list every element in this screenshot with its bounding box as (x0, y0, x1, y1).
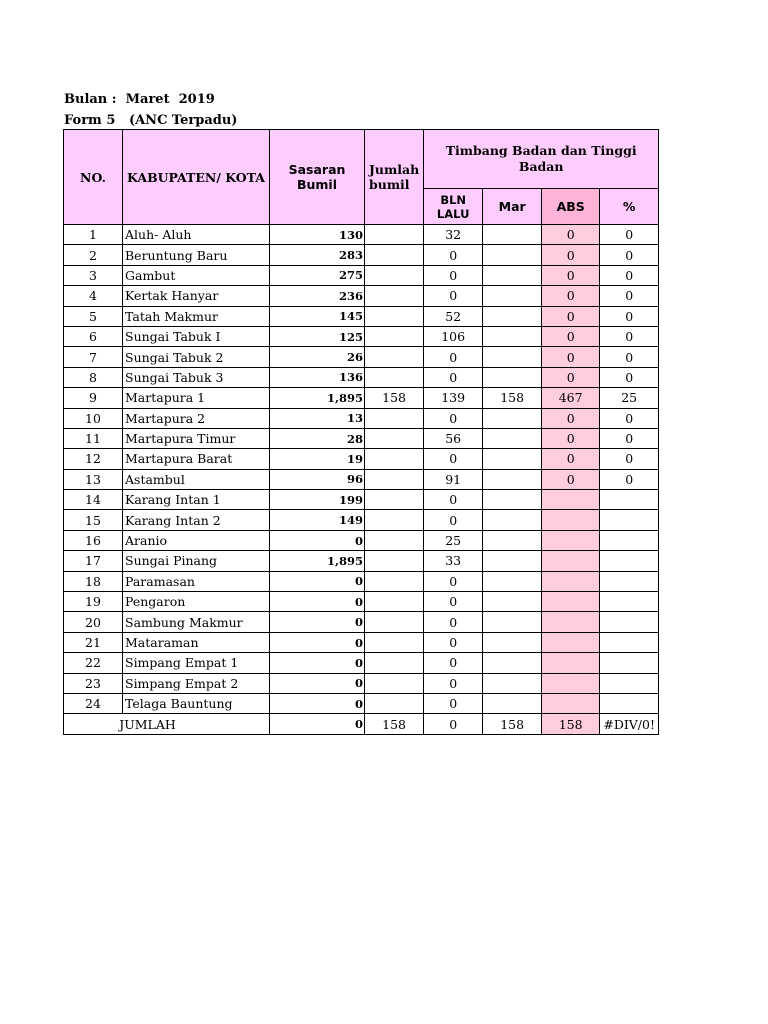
row-bln-lalu: 0 (424, 632, 483, 652)
row-mar (483, 367, 542, 387)
row-mar (483, 571, 542, 591)
row-pct: 0 (600, 245, 659, 265)
row-abs (542, 490, 600, 510)
row-abs (542, 612, 600, 632)
row-pct: 0 (600, 367, 659, 387)
row-mar (483, 510, 542, 530)
row-no: 23 (64, 673, 123, 693)
row-sasaran: 96 (270, 469, 365, 489)
col-header-sasaran: Sasaran Bumil (270, 130, 365, 225)
row-jumlah (365, 286, 424, 306)
row-kabupaten: Sambung Makmur (123, 612, 270, 632)
row-pct (600, 530, 659, 550)
row-bln-lalu: 52 (424, 306, 483, 326)
row-kabupaten: Martapura Timur (123, 428, 270, 448)
form-title: Form 5 (ANC Terpadu) (64, 113, 238, 128)
row-kabupaten: Beruntung Baru (123, 245, 270, 265)
row-jumlah (365, 490, 424, 510)
row-abs (542, 632, 600, 652)
row-pct: 0 (600, 225, 659, 245)
row-kabupaten: Mataraman (123, 632, 270, 652)
row-jumlah (365, 306, 424, 326)
row-pct: 0 (600, 408, 659, 428)
row-mar (483, 551, 542, 571)
row-bln-lalu: 0 (424, 286, 483, 306)
row-bln-lalu: 33 (424, 551, 483, 571)
row-abs (542, 673, 600, 693)
row-bln-lalu: 0 (424, 510, 483, 530)
row-mar: 158 (483, 388, 542, 408)
row-no: 13 (64, 469, 123, 489)
row-mar (483, 306, 542, 326)
row-sasaran: 0 (270, 612, 365, 632)
row-bln-lalu: 106 (424, 326, 483, 346)
row-mar (483, 428, 542, 448)
row-no: 17 (64, 551, 123, 571)
row-bln-lalu: 0 (424, 367, 483, 387)
row-jumlah (365, 449, 424, 469)
table-row (64, 388, 659, 408)
row-bln-lalu: 0 (424, 245, 483, 265)
row-abs: 0 (542, 326, 600, 346)
table-row (64, 551, 659, 571)
row-mar (483, 449, 542, 469)
table-row (64, 428, 659, 448)
total-pct: #DIV/0! (600, 714, 659, 734)
row-kabupaten: Simpang Empat 2 (123, 673, 270, 693)
table-row (64, 632, 659, 652)
table-row (64, 245, 659, 265)
row-no: 14 (64, 490, 123, 510)
row-bln-lalu: 0 (424, 653, 483, 673)
row-abs: 0 (542, 265, 600, 285)
row-mar (483, 632, 542, 652)
row-pct (600, 653, 659, 673)
table-row (64, 653, 659, 673)
row-jumlah (365, 632, 424, 652)
row-sasaran: 1,895 (270, 551, 365, 571)
row-sasaran: 28 (270, 428, 365, 448)
col-header-kabupaten: KABUPATEN/ KOTA (123, 130, 270, 225)
table-row (64, 693, 659, 713)
row-no: 10 (64, 408, 123, 428)
table-row (64, 347, 659, 367)
row-sasaran: 0 (270, 592, 365, 612)
row-mar (483, 653, 542, 673)
row-bln-lalu: 0 (424, 673, 483, 693)
row-jumlah (365, 693, 424, 713)
row-pct: 0 (600, 265, 659, 285)
row-sasaran: 0 (270, 653, 365, 673)
col-header-jumlah: Jumlah bumil (365, 130, 424, 225)
row-abs: 0 (542, 225, 600, 245)
row-abs: 0 (542, 449, 600, 469)
row-jumlah (365, 367, 424, 387)
row-abs: 0 (542, 408, 600, 428)
row-sasaran: 0 (270, 632, 365, 652)
row-bln-lalu: 0 (424, 693, 483, 713)
row-no: 20 (64, 612, 123, 632)
row-sasaran: 13 (270, 408, 365, 428)
row-jumlah (365, 673, 424, 693)
row-pct (600, 571, 659, 591)
row-jumlah (365, 225, 424, 245)
table-row (64, 673, 659, 693)
table-body (64, 225, 659, 735)
row-bln-lalu: 0 (424, 571, 483, 591)
row-kabupaten: Karang Intan 1 (123, 490, 270, 510)
row-jumlah (365, 326, 424, 346)
row-pct: 0 (600, 306, 659, 326)
row-sasaran: 0 (270, 571, 365, 591)
row-bln-lalu: 0 (424, 265, 483, 285)
col-header-pct: % (600, 189, 659, 225)
row-jumlah (365, 347, 424, 367)
total-jumlah: 158 (365, 714, 424, 734)
row-mar (483, 326, 542, 346)
row-mar (483, 225, 542, 245)
row-no: 7 (64, 347, 123, 367)
row-jumlah (365, 408, 424, 428)
table-row (64, 571, 659, 591)
row-abs: 0 (542, 286, 600, 306)
row-sasaran: 136 (270, 367, 365, 387)
row-kabupaten: Martapura 2 (123, 408, 270, 428)
row-bln-lalu: 0 (424, 347, 483, 367)
col-header-mar: Mar (483, 189, 542, 225)
row-pct (600, 632, 659, 652)
table-row (64, 592, 659, 612)
row-kabupaten: Paramasan (123, 571, 270, 591)
row-mar (483, 612, 542, 632)
row-jumlah (365, 551, 424, 571)
row-jumlah (365, 428, 424, 448)
table-row (64, 306, 659, 326)
row-pct (600, 612, 659, 632)
row-kabupaten: Sungai Pinang (123, 551, 270, 571)
row-pct: 0 (600, 326, 659, 346)
row-sasaran: 236 (270, 286, 365, 306)
row-mar (483, 673, 542, 693)
row-abs (542, 592, 600, 612)
row-sasaran: 145 (270, 306, 365, 326)
row-jumlah (365, 469, 424, 489)
row-abs: 0 (542, 306, 600, 326)
row-jumlah: 158 (365, 388, 424, 408)
row-mar (483, 286, 542, 306)
table-row (64, 367, 659, 387)
row-sasaran: 0 (270, 673, 365, 693)
col-header-abs: ABS (542, 189, 600, 225)
row-no: 19 (64, 592, 123, 612)
row-no: 5 (64, 306, 123, 326)
row-pct (600, 490, 659, 510)
row-no: 9 (64, 388, 123, 408)
table-row (64, 286, 659, 306)
row-abs (542, 530, 600, 550)
table-row (64, 326, 659, 346)
row-jumlah (365, 571, 424, 591)
row-no: 18 (64, 571, 123, 591)
table-row (64, 612, 659, 632)
row-abs (542, 571, 600, 591)
table-row (64, 490, 659, 510)
row-no: 12 (64, 449, 123, 469)
row-kabupaten: Aluh- Aluh (123, 225, 270, 245)
col-header-no: NO. (64, 130, 123, 225)
total-mar: 158 (483, 714, 542, 734)
row-jumlah (365, 612, 424, 632)
row-kabupaten: Martapura Barat (123, 449, 270, 469)
row-sasaran: 0 (270, 530, 365, 550)
row-abs: 0 (542, 428, 600, 448)
row-jumlah (365, 592, 424, 612)
row-sasaran: 26 (270, 347, 365, 367)
row-pct: 0 (600, 347, 659, 367)
row-abs (542, 551, 600, 571)
row-sasaran: 275 (270, 265, 365, 285)
row-kabupaten: Telaga Bauntung (123, 693, 270, 713)
row-sasaran: 125 (270, 326, 365, 346)
row-mar (483, 469, 542, 489)
row-no: 3 (64, 265, 123, 285)
row-jumlah (365, 245, 424, 265)
row-kabupaten: Gambut (123, 265, 270, 285)
row-kabupaten: Aranio (123, 530, 270, 550)
row-abs: 0 (542, 469, 600, 489)
row-kabupaten: Martapura 1 (123, 388, 270, 408)
row-pct (600, 693, 659, 713)
table-row (64, 510, 659, 530)
row-kabupaten: Kertak Hanyar (123, 286, 270, 306)
row-abs (542, 653, 600, 673)
row-no: 1 (64, 225, 123, 245)
table-row (64, 469, 659, 489)
row-mar (483, 408, 542, 428)
row-jumlah (365, 530, 424, 550)
row-no: 24 (64, 693, 123, 713)
row-bln-lalu: 32 (424, 225, 483, 245)
row-pct: 0 (600, 286, 659, 306)
row-sasaran: 19 (270, 449, 365, 469)
row-bln-lalu: 0 (424, 612, 483, 632)
total-abs: 158 (542, 714, 600, 734)
row-no: 16 (64, 530, 123, 550)
row-mar (483, 265, 542, 285)
row-jumlah (365, 265, 424, 285)
row-pct (600, 592, 659, 612)
row-bln-lalu: 0 (424, 408, 483, 428)
row-mar (483, 693, 542, 713)
row-pct: 0 (600, 449, 659, 469)
col-header-bln-lalu: BLN LALU (424, 189, 483, 225)
row-mar (483, 592, 542, 612)
table-row (64, 449, 659, 469)
row-abs (542, 693, 600, 713)
row-mar (483, 245, 542, 265)
row-bln-lalu: 91 (424, 469, 483, 489)
row-kabupaten: Sungai Tabuk I (123, 326, 270, 346)
row-no: 15 (64, 510, 123, 530)
row-sasaran: 1,895 (270, 388, 365, 408)
row-no: 6 (64, 326, 123, 346)
row-pct: 25 (600, 388, 659, 408)
row-abs: 0 (542, 367, 600, 387)
row-bln-lalu: 0 (424, 449, 483, 469)
table-row (64, 225, 659, 245)
col-header-timbang: Timbang Badan dan Tinggi Badan (424, 130, 659, 189)
row-kabupaten: Sungai Tabuk 3 (123, 367, 270, 387)
total-bln-lalu: 0 (424, 714, 483, 734)
row-no: 11 (64, 428, 123, 448)
total-sasaran: 0 (270, 714, 365, 734)
row-no: 22 (64, 653, 123, 673)
row-no: 2 (64, 245, 123, 265)
row-kabupaten: Simpang Empat 1 (123, 653, 270, 673)
row-jumlah (365, 653, 424, 673)
table-row (64, 265, 659, 285)
row-sasaran: 199 (270, 490, 365, 510)
row-kabupaten: Karang Intan 2 (123, 510, 270, 530)
row-abs: 0 (542, 245, 600, 265)
row-mar (483, 530, 542, 550)
row-sasaran: 130 (270, 225, 365, 245)
row-pct (600, 673, 659, 693)
row-sasaran: 149 (270, 510, 365, 530)
row-no: 21 (64, 632, 123, 652)
row-no: 4 (64, 286, 123, 306)
total-label: JUMLAH (64, 714, 270, 734)
row-pct (600, 551, 659, 571)
table-row (64, 530, 659, 550)
row-jumlah (365, 510, 424, 530)
row-abs: 467 (542, 388, 600, 408)
row-sasaran: 283 (270, 245, 365, 265)
row-pct (600, 510, 659, 530)
row-kabupaten: Tatah Makmur (123, 306, 270, 326)
row-kabupaten: Astambul (123, 469, 270, 489)
row-bln-lalu: 25 (424, 530, 483, 550)
row-bln-lalu: 56 (424, 428, 483, 448)
row-sasaran: 0 (270, 693, 365, 713)
total-row (64, 714, 659, 734)
row-bln-lalu: 0 (424, 592, 483, 612)
row-pct: 0 (600, 469, 659, 489)
row-bln-lalu: 0 (424, 490, 483, 510)
anc-table (63, 129, 659, 735)
row-kabupaten: Sungai Tabuk 2 (123, 347, 270, 367)
row-pct: 0 (600, 428, 659, 448)
row-mar (483, 490, 542, 510)
row-abs: 0 (542, 347, 600, 367)
report-month: Bulan : Maret 2019 (64, 92, 215, 107)
row-no: 8 (64, 367, 123, 387)
row-mar (483, 347, 542, 367)
row-abs (542, 510, 600, 530)
row-bln-lalu: 139 (424, 388, 483, 408)
row-kabupaten: Pengaron (123, 592, 270, 612)
table-row (64, 408, 659, 428)
